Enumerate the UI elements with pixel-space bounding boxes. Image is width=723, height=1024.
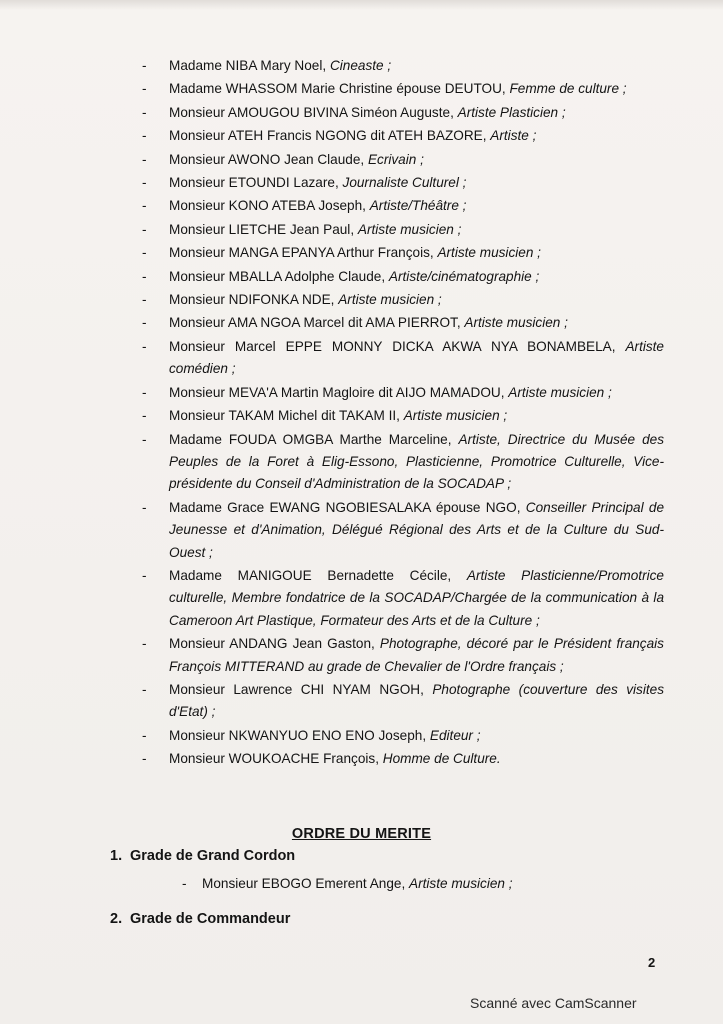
list-item: - Madame WHASSOM Marie Christine épouse DEUTOU, Femme de culture ; (142, 78, 664, 100)
list-item: - Madame Grace EWANG NGOBIESALAKA épouse NGO, Conseiller Principal de Jeunesse et d'Animation, Délégué Régional des Arts et de la Culture du Sud-Ouest ; (142, 497, 664, 564)
entry-description: Photographe (couverture des visites d'Etat) ; (169, 681, 665, 720)
entry-name: Madame Grace EWANG NGOBIESALAKA épouse NGO (169, 499, 517, 515)
list-item: - Monsieur AMOUGOU BIVINA Siméon Auguste, Artiste Plasticien ; (142, 102, 664, 124)
entry-name: Monsieur Lawrence CHI NYAM NGOH (169, 681, 421, 697)
entry-name: Monsieur MEVA'A Martin Magloire dit AIJO MAMADOU (169, 384, 501, 400)
list-dash: - (142, 58, 147, 73)
list-item: - Monsieur LIETCHE Jean Paul, Artiste musicien ; (142, 219, 664, 241)
entry-name: Monsieur AWONO Jean Claude (169, 151, 361, 167)
entry-description: Artiste musicien ; (464, 315, 568, 331)
list-item: - Monsieur AWONO Jean Claude, Ecrivain ; (142, 149, 664, 171)
list-dash: - (142, 384, 147, 400)
entry-name: Madame NIBA Mary Noel (169, 58, 323, 73)
entry-description: Editeur ; (429, 727, 481, 743)
list-dash: - (142, 128, 147, 144)
list-item: - Monsieur AMA NGOA Marcel dit AMA PIERROT, Artiste musicien ; (142, 312, 664, 334)
list-dash: - (142, 221, 147, 237)
list-item: - Monsieur NKWANYUO ENO ENO Joseph, Editeur ; (142, 725, 664, 747)
grade-heading-1 (110, 848, 295, 864)
entry-description: Artiste, Directrice du Musée des Peuples de la Foret à Elig-Essono, Plasticienne, Promotrice Culturelle, Vice-présidente du Conseil d'Administration de la SOCADAP ; (169, 431, 664, 492)
entry-description: Artiste musicien ; (409, 876, 513, 891)
entry-description: Artiste musicien ; (508, 384, 612, 400)
list-item: - Monsieur KONO ATEBA Joseph, Artiste/Théâtre ; (142, 195, 664, 217)
entry-description: Artiste musicien ; (403, 408, 508, 424)
entry-name: Monsieur Marcel EPPE MONNY DICKA AKWA NYA BONAMBELA (169, 338, 612, 354)
entry-description: Artiste musicien ; (357, 221, 462, 237)
list-item: - Monsieur Marcel EPPE MONNY DICKA AKWA NYA BONAMBELA, Artiste comédien ; (142, 336, 664, 381)
list-dash: - (142, 431, 147, 447)
entry-description: Photographe, décoré par le Président français François MITTERAND au grade de Chevalier de l'Ordre français ; (169, 636, 664, 674)
grade-label: Grade de Grand Cordon (130, 848, 296, 864)
entry-name: Madame MANIGOUE Bernadette Cécile (169, 567, 448, 583)
list-dash: - (142, 408, 147, 424)
entry-description: Homme de Culture. (382, 751, 501, 767)
entry-name: Monsieur EBOGO Emerent Ange (202, 876, 402, 891)
list-dash: - (142, 338, 147, 354)
entry-name: Madame WHASSOM Marie Christine épouse DEUTOU (169, 81, 502, 97)
list-item: - Monsieur WOUKOACHE François, Homme de Culture. (142, 748, 664, 770)
list-item: - Madame MANIGOUE Bernadette Cécile, Artiste Plasticienne/Promotrice culturelle, Membre fondatrice de la SOCADAP/Chargée de la communication à la Cameroon Art Plastique, Formateur des Arts et de la Culture ; (142, 565, 664, 632)
list-dash: - (142, 681, 147, 697)
list-dash: - (142, 636, 147, 652)
honoree-list (142, 55, 664, 772)
entry-name: Monsieur ANDANG Jean Gaston (169, 636, 371, 652)
list-dash: - (142, 751, 147, 767)
camscanner-footer: Scanné avec CamScanner (470, 995, 637, 1011)
list-dash: - (142, 499, 147, 515)
entry-description: Femme de culture ; (509, 81, 627, 97)
entry-description: Artiste/cinématographie ; (388, 268, 540, 284)
list-dash: - (142, 245, 147, 261)
list-item: - Monsieur MBALLA Adolphe Claude, Artiste/cinématographie ; (142, 266, 664, 288)
entry-name: Madame FOUDA OMGBA Marthe Marceline (169, 431, 448, 447)
list-item: - Monsieur ATEH Francis NGONG dit ATEH BAZORE, Artiste ; (142, 125, 664, 147)
list-dash: - (142, 567, 147, 583)
entry-name: Monsieur AMOUGOU BIVINA Siméon Auguste (169, 104, 451, 120)
entry-description: Artiste Plasticien ; (457, 104, 566, 120)
entry-description: Artiste musicien ; (338, 292, 442, 308)
list-item: - Monsieur Lawrence CHI NYAM NGOH, Photographe (couverture des visites d'Etat) ; (142, 679, 664, 724)
list-dash: - (142, 175, 147, 191)
list-item: - Monsieur MANGA EPANYA Arthur François, Artiste musicien ; (142, 242, 664, 264)
list-item: - Monsieur TAKAM Michel dit TAKAM II, Artiste musicien ; (142, 405, 664, 427)
list-item: - Monsieur NDIFONKA NDE, Artiste musicien ; (142, 289, 664, 311)
list-dash: - (142, 198, 147, 214)
entry-description: Cineaste ; (329, 58, 392, 73)
grade-entry: - Monsieur EBOGO Emerent Ange, Artiste musicien ; (182, 874, 513, 894)
list-item: - Madame FOUDA OMGBA Marthe Marceline, Artiste, Directrice du Musée des Peuples de la Foret à Elig-Essono, Plasticienne, Promotrice Culturelle, Vice-présidente du Conseil d'Administration de la SOCADAP ; (142, 429, 664, 496)
list-dash: - (142, 268, 147, 284)
entry-name: Monsieur WOUKOACHE François (169, 751, 376, 767)
entry-name: Monsieur MANGA EPANYA Arthur François (169, 245, 430, 261)
list-dash: - (142, 315, 147, 331)
entry-name: Monsieur AMA NGOA Marcel dit AMA PIERROT (169, 315, 457, 331)
page-number: 2 (648, 955, 656, 970)
entry-description: Artiste musicien ; (437, 245, 541, 261)
list-dash: - (182, 876, 187, 891)
entry-description: Conseiller Principal de Jeunesse et d'Animation, Délégué Régional des Arts et de la Culture du Sud-Ouest ; (169, 499, 665, 560)
entry-description: Artiste/Théâtre ; (369, 198, 467, 214)
list-item: - Monsieur MEVA'A Martin Magloire dit AIJO MAMADOU, Artiste musicien ; (142, 382, 664, 404)
scan-edge-shadow (0, 0, 723, 10)
grade-heading-2 (110, 911, 290, 927)
entry-name: Monsieur KONO ATEBA Joseph (169, 198, 363, 214)
list-item: - Monsieur ETOUNDI Lazare, Journaliste Culturel ; (142, 172, 664, 194)
grade-label: Grade de Commandeur (130, 911, 291, 927)
list-item: - Monsieur ANDANG Jean Gaston, Photographe, décoré par le Président français François MITTERAND au grade de Chevalier de l'Ordre français ; (142, 633, 664, 678)
entry-name: Monsieur NDIFONKA NDE (169, 292, 331, 308)
entry-name: Monsieur ETOUNDI Lazare (169, 175, 335, 191)
entry-name: Monsieur ATEH Francis NGONG dit ATEH BAZORE (169, 128, 483, 144)
grade-number: 1. (110, 848, 123, 864)
entry-name: Monsieur LIETCHE Jean Paul (169, 221, 351, 237)
grade-number: 2. (110, 911, 123, 927)
section-title: ORDRE DU MERITE (291, 826, 432, 842)
entry-description: Artiste ; (490, 128, 537, 144)
entry-name: Monsieur MBALLA Adolphe Claude (169, 268, 382, 284)
list-dash: - (142, 81, 147, 97)
list-item: - Madame NIBA Mary Noel, Cineaste ; (142, 55, 664, 77)
list-dash: - (142, 292, 147, 308)
entry-description: Ecrivain ; (367, 151, 424, 167)
list-dash: - (142, 151, 147, 167)
list-dash: - (142, 104, 147, 120)
entry-description: Artiste comédien ; (169, 338, 664, 377)
entry-description: Journaliste Culturel ; (342, 175, 467, 191)
entry-name: Monsieur NKWANYUO ENO ENO Joseph (169, 727, 423, 743)
list-dash: - (142, 727, 147, 743)
entry-name: Monsieur TAKAM Michel dit TAKAM II (169, 408, 397, 424)
entry-description: Artiste Plasticienne/Promotrice culturelle, Membre fondatrice de la SOCADAP/Chargée de la communication à la Cameroon Art Plastique, Formateur des Arts et de la Culture ; (169, 567, 664, 628)
